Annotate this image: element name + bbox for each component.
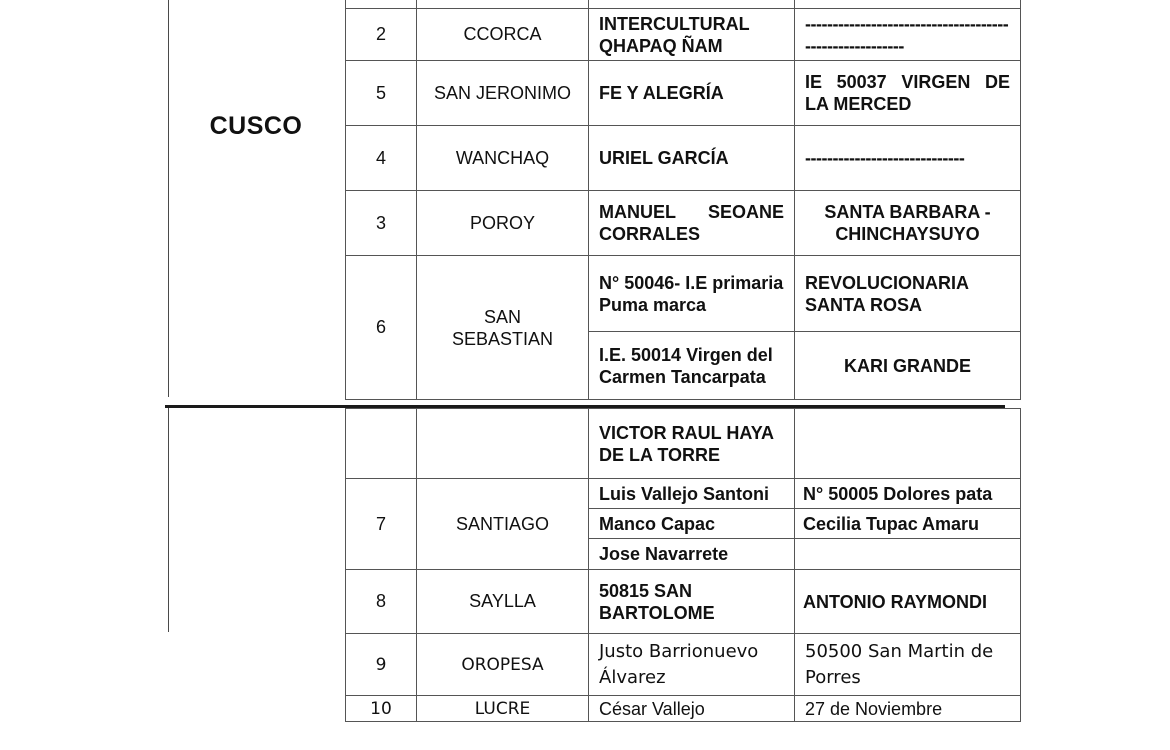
district-cell: SAYLLA	[417, 570, 589, 634]
table-row	[346, 570, 1021, 634]
school-cell: N° 50046- I.E primaria Puma marca	[589, 256, 795, 332]
partner-cell	[795, 126, 1021, 191]
num-cell	[346, 409, 417, 479]
num-cell: 5	[346, 61, 417, 126]
districts-table-top	[345, 0, 1021, 400]
num-cell: 10	[346, 696, 417, 722]
table-row	[346, 61, 1021, 126]
school-cell: Jose Navarrete	[589, 539, 795, 570]
num-cell: 2	[346, 9, 417, 61]
partner-cell: N° 50005 Dolores pata	[795, 479, 1021, 509]
partner-cell: REVOLUCIONARIA SANTA ROSA	[795, 256, 1021, 332]
district-cell: SAN SEBASTIAN	[417, 256, 589, 400]
school-cell	[589, 0, 795, 9]
partner-cell: SANTA BARBARA - CHINCHAYSUYO	[795, 191, 1021, 256]
partner-cell: ANTONIO RAYMONDI	[795, 570, 1021, 634]
district-cell: POROY	[417, 191, 589, 256]
region-left-border-bottom	[168, 408, 169, 632]
district-cell: SAN JERONIMO	[417, 61, 589, 126]
partner-cell	[795, 0, 1021, 9]
school-cell: URIEL GARCÍA	[589, 126, 795, 191]
district-cell: CCORCA	[417, 9, 589, 61]
table-row	[346, 191, 1021, 256]
partner-cell: IE 50037 VIRGEN DE LA MERCED	[795, 61, 1021, 126]
district-cell: SANTIAGO	[417, 479, 589, 570]
num-cell: 7	[346, 479, 417, 570]
partner-cell: KARI GRANDE	[795, 332, 1021, 400]
region-label: CUSCO	[209, 112, 303, 140]
table-row	[346, 634, 1021, 696]
partner-cell: 50500 San Martin de Porres	[795, 634, 1021, 696]
num-cell: 6	[346, 256, 417, 400]
district-cell: LUCRE	[417, 696, 589, 722]
num-cell: 9	[346, 634, 417, 696]
partner-cell	[795, 409, 1021, 479]
dash-placeholder: -------------------------------------------------------	[805, 13, 1009, 56]
school-cell: INTERCULTURAL QHAPAQ ÑAM	[589, 9, 795, 61]
table-row	[346, 256, 1021, 332]
school-cell: 50815 SAN BARTOLOME	[589, 570, 795, 634]
school-cell: I.E. 50014 Virgen del Carmen Tancarpata	[589, 332, 795, 400]
table-row	[346, 696, 1021, 722]
district-cell	[417, 409, 589, 479]
school-cell: MANUEL SEOANE CORRALES	[589, 191, 795, 256]
partner-cell	[795, 539, 1021, 570]
school-cell: Justo Barrionuevo Álvarez	[589, 634, 795, 696]
num-cell: 4	[346, 126, 417, 191]
partner-cell	[795, 9, 1021, 61]
school-cell: Manco Capac	[589, 509, 795, 539]
partner-cell: Cecilia Tupac Amaru	[795, 509, 1021, 539]
partner-cell: 27 de Noviembre	[795, 696, 1021, 722]
table-row	[346, 409, 1021, 479]
num-cell: 3	[346, 191, 417, 256]
district-cell	[417, 0, 589, 9]
num-cell: 8	[346, 570, 417, 634]
district-cell: OROPESA	[417, 634, 589, 696]
table-row	[346, 0, 1021, 9]
num-cell	[346, 0, 417, 9]
districts-table-bottom	[345, 408, 1021, 722]
table-row	[346, 126, 1021, 191]
school-cell: FE Y ALEGRÍA	[589, 61, 795, 126]
table-row	[346, 9, 1021, 61]
district-cell: WANCHAQ	[417, 126, 589, 191]
region-left-border-top	[168, 0, 169, 397]
school-cell: César Vallejo	[589, 696, 795, 722]
school-cell: VICTOR RAUL HAYA DE LA TORRE	[589, 409, 795, 479]
table-row	[346, 479, 1021, 509]
dash-placeholder: -----------------------------	[805, 148, 965, 168]
school-cell: Luis Vallejo Santoni	[589, 479, 795, 509]
